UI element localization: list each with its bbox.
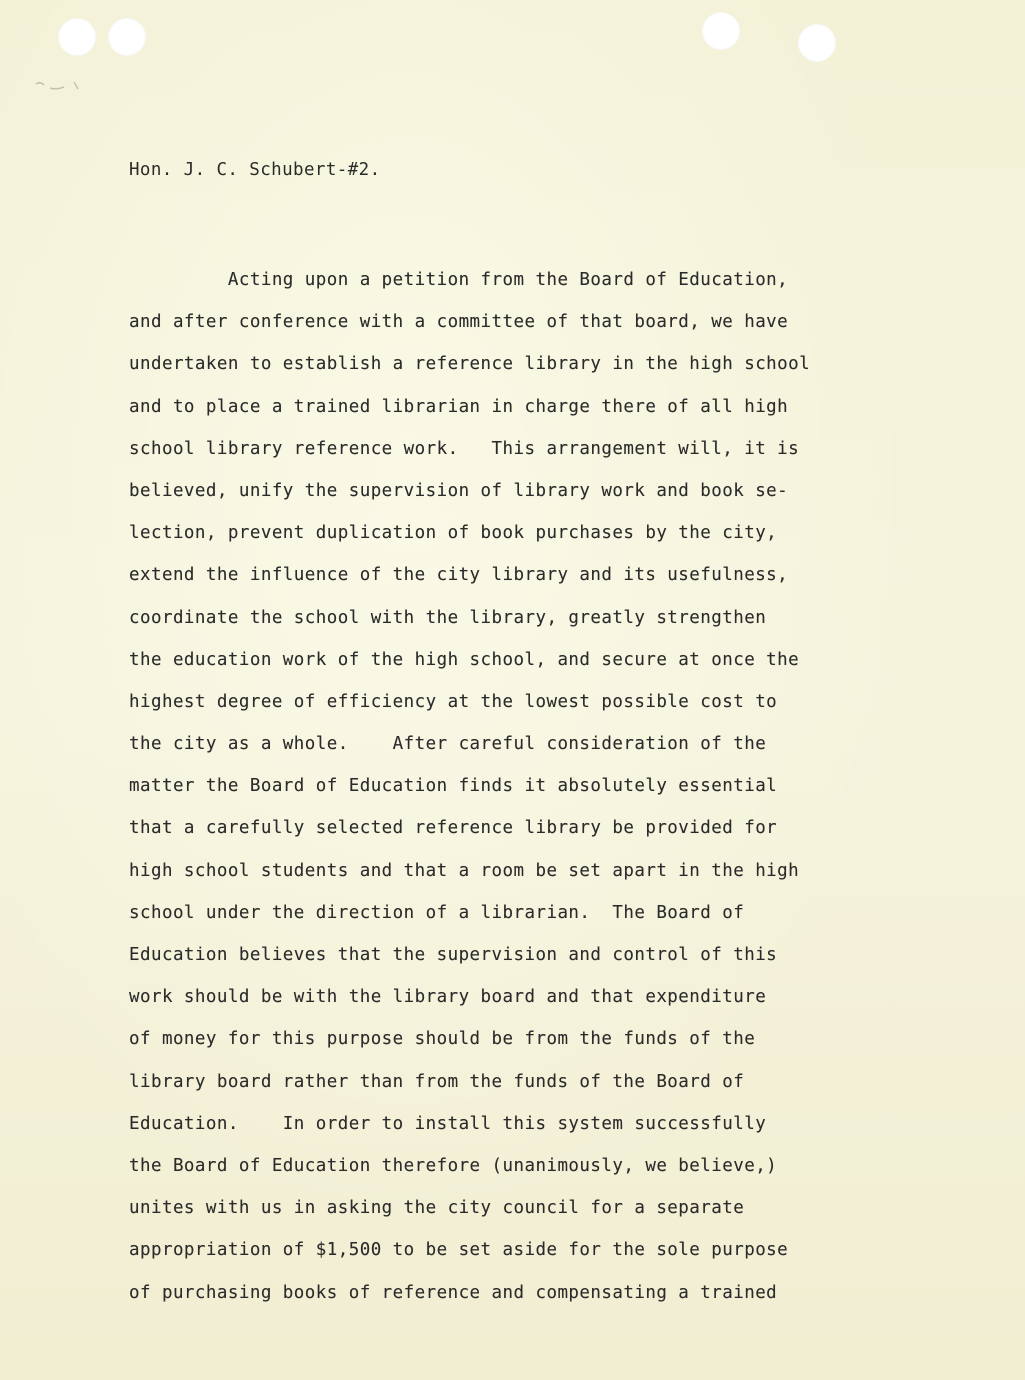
body-line: highest degree of efficiency at the lowest possible cost to	[129, 691, 778, 712]
body-line: high school students and that a room be set apart in the high	[129, 860, 800, 881]
body-line: school library reference work. This arrangement will, it is	[129, 438, 800, 459]
body-line: lection, prevent duplication of book purchases by the city,	[129, 523, 778, 544]
body-line: library board rather than from the funds of the Board of	[129, 1071, 745, 1092]
body-line: Education. In order to install this system successfully	[129, 1113, 767, 1134]
punch-hole-right-2	[798, 24, 836, 62]
body-line: and to place a trained librarian in charge there of all high	[129, 396, 789, 417]
body-line: believed, unify the supervision of library work and book se-	[129, 480, 789, 501]
body-line: the city as a whole. After careful consideration of the	[129, 734, 767, 755]
body-line: Acting upon a petition from the Board of Education,	[129, 270, 789, 290]
punch-hole-left-1	[58, 18, 96, 56]
body-line: school under the direction of a librarian. The Board of	[129, 902, 745, 923]
body-line: unites with us in asking the city council for a separate	[129, 1198, 745, 1219]
punch-hole-left-2	[108, 18, 146, 56]
body-line: undertaken to establish a reference library in the high school	[129, 354, 811, 375]
body-line: extend the influence of the city library and its usefulness,	[129, 565, 789, 586]
body-line: of money for this purpose should be from the funds of the	[129, 1029, 756, 1050]
body-line: that a carefully selected reference library be provided for	[129, 818, 778, 839]
body-line: of purchasing books of reference and compensating a trained	[129, 1282, 778, 1303]
body-line: appropriation of $1,500 to be set aside for the sole purpose	[129, 1240, 789, 1261]
body-line: matter the Board of Education finds it absolutely essential	[129, 776, 778, 797]
body-line: and after conference with a committee of that board, we have	[129, 312, 789, 333]
letter-header: Hon. J. C. Schubert-#2.	[129, 160, 381, 180]
body-line: the Board of Education therefore (unanimously, we believe,)	[129, 1155, 778, 1176]
body-line: Education believes that the supervision and control of this	[129, 945, 778, 965]
body-line: the education work of the high school, and secure at once the	[129, 649, 800, 670]
ink-smudge	[34, 78, 86, 92]
body-line: work should be with the library board and that expenditure	[129, 987, 767, 1008]
body-line: coordinate the school with the library, greatly strengthen	[129, 607, 767, 628]
punch-hole-right-1	[702, 12, 740, 50]
letter-body	[129, 264, 919, 1319]
